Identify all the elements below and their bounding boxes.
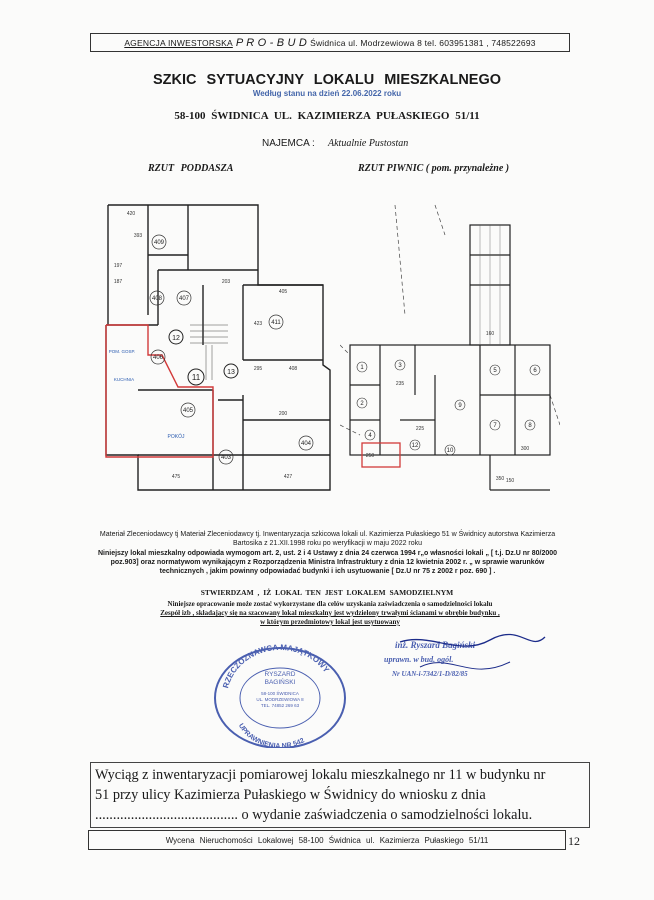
cellar-6: 6 xyxy=(533,368,537,374)
room-411: 411 xyxy=(271,320,281,326)
flat-number-12: 12 xyxy=(172,335,180,342)
tenant-value: Aktualnie Pustostan xyxy=(328,138,409,149)
svg-text:UPRAWNIENIA NR 542 xyxy=(237,722,306,748)
document-title: SZKIC SYTUACYJNY LOKALU MIESZKALNEGO xyxy=(152,72,502,88)
extract-line-1: Wyciąg z inwentaryzacji pomiarowej lokalu mieszkalnego nr 11 w budynku nr xyxy=(95,767,546,783)
agency-header xyxy=(90,33,570,52)
label-kuchnia: KUCHNIA xyxy=(113,377,135,382)
cellar-4: 4 xyxy=(368,433,372,439)
agency-brand: P R O - B U D xyxy=(235,36,308,49)
dim-187: 187 xyxy=(113,279,123,285)
cellar-10: 10 xyxy=(446,448,454,454)
dim-160: 160 xyxy=(485,331,495,337)
compliance-note: Niniejszy lokal mieszkalny odpowiada wymogom art. 2, ust. 2 i 4 Ustawy z dnia 24 czerwca 1994 r„o własności lokali „ [ t.j. Dz.U nr 80/2000 poz.903] oraz normatywom wynikającym z Rozporządzenia Ministra Infrastruktury z dnia 12 kwietnia 2002 r. „ w sprawie warunków technicznych , jakim powinny odpowiadać budynki i ich usytuowanie [ Dz.U nr 75 z 2002 r poz. 690 ] . xyxy=(97,550,558,575)
plan-left-title: RZUT PODDASZA xyxy=(148,163,234,174)
flat-number-13: 13 xyxy=(227,369,235,376)
stamp-bottom-text: UPRAWNIENIA NR 542 xyxy=(236,722,306,748)
dim-150: 150 xyxy=(505,478,515,484)
dim-203: 203 xyxy=(221,279,231,285)
purpose-line-2: Zespół izb , składający się na szacowany lokal mieszkalny jest wydzielony trwałymi ścianami w obrębie budynku , xyxy=(160,609,500,617)
stamp-line-2: UL. MODRZEWIOWA 8 xyxy=(256,697,304,702)
source-note: Materiał Zleceniodawcy tj Materiał Zleceniodawcy tj. Inwentaryzacja szkicowa lokali ul. Kazimierza Pułaskiego 51 w Świdnicy autorstwa Kazimierza Bartosika z 21.XII.1998 roku po weryfikacji w maju 2022 roku xyxy=(99,531,556,547)
plan-right-title: RZUT PIWNIC ( pom. przynależne ) xyxy=(358,163,510,174)
property-address: 58-100 ŚWIDNICA UL. KAZIMIERZA PUŁASKIEGO 51/11 xyxy=(174,110,480,122)
dim-405: 405 xyxy=(278,289,288,295)
purpose-note xyxy=(70,600,590,627)
dim-225: 225 xyxy=(415,426,425,432)
dim-427: 427 xyxy=(283,474,293,480)
extract-line-2: 51 przy ulicy Kazimierza Pułaskiego w Świdnicy do wniosku z dnia xyxy=(95,787,486,803)
cellar-9: 9 xyxy=(458,403,462,409)
statement: STWIERDZAM , IŻ LOKAL TEN JEST LOKALEM SAMODZIELNYM xyxy=(200,588,454,597)
signature-licence: Nr UAN-i-7342/1-D/82/85 xyxy=(392,670,468,678)
room-406: 406 xyxy=(152,355,164,361)
stamp-line-1: 58-100 ŚWIDNICA xyxy=(261,691,299,696)
footer: Wycena Nieruchomości Lokalowej 58-100 Świdnica ul. Kazimierza Pułaskiego 51/11 xyxy=(88,830,566,850)
signature-name: inż. Ryszard Bagiński xyxy=(395,640,476,650)
label-pokoj: POKÓJ xyxy=(167,434,185,440)
room-408: 408 xyxy=(151,296,163,302)
dim-475: 475 xyxy=(171,474,181,480)
document-subtitle: Według stanu na dzień 22.06.2022 roku xyxy=(252,89,402,98)
dim-300: 300 xyxy=(520,446,530,452)
extract-box xyxy=(90,762,590,828)
cellar-7: 7 xyxy=(493,423,497,429)
stamp-outer-text: RZECZOZNAWCA MAJĄTKOWY xyxy=(221,642,331,690)
cellar-8: 8 xyxy=(528,423,532,429)
stamp-name-2: BAGIŃSKI xyxy=(264,679,296,686)
attic-floor-plan xyxy=(98,195,338,505)
stamp-line-3: TEL. 74852 269 63 xyxy=(260,703,300,708)
room-409: 409 xyxy=(153,240,165,246)
room-404: 404 xyxy=(300,441,312,447)
agency-contact: Świdnica ul. Modrzewiowa 8 tel. 603951381 , 748522693 xyxy=(310,37,536,48)
dim-235: 235 xyxy=(395,381,405,387)
flat-number-11: 11 xyxy=(191,373,201,382)
dim-200: 200 xyxy=(278,411,288,417)
cellar-5: 5 xyxy=(493,368,497,374)
extract-line-3: ........................................ o wydanie zaświadczenia o samodzielności lokalu. xyxy=(95,807,533,823)
cellar-1: 1 xyxy=(360,365,364,371)
dim-350: 350 xyxy=(495,476,505,482)
dim-295: 295 xyxy=(253,366,263,372)
cellar-12: 12 xyxy=(411,443,419,449)
purpose-line-1: Niniejsze opracowanie może zostać wykorzystane dla celów uzyskania zaświadczenia o samodzielności lokalu xyxy=(167,600,493,608)
cellar-3: 3 xyxy=(398,363,402,369)
cellar-2: 2 xyxy=(360,401,364,407)
room-403: 403 xyxy=(220,455,232,461)
stamp-name-1: RYSZARD xyxy=(264,671,296,678)
purpose-line-3: w którym przedmiotowy lokal jest usytuowany xyxy=(260,618,400,626)
dim-250: 250 xyxy=(365,453,375,459)
signature-block xyxy=(370,632,560,702)
dim-420: 420 xyxy=(126,211,136,217)
dim-423: 423 xyxy=(253,321,263,327)
dim-393: 393 xyxy=(133,233,143,239)
room-407: 407 xyxy=(178,296,190,302)
agency-name: AGENCJA INWESTORSKA xyxy=(124,37,233,48)
tenant-label: NAJEMCA : xyxy=(262,138,315,149)
signature-qualification: uprawn. w bud. ogól. xyxy=(384,655,454,664)
label-pom-gosp: POM. GOSP. xyxy=(108,349,136,354)
dim-197: 197 xyxy=(113,263,123,269)
basement-floor-plan xyxy=(340,195,560,505)
surveyor-stamp xyxy=(205,640,355,748)
page-number: 12 xyxy=(568,834,580,848)
room-405: 405 xyxy=(182,408,194,414)
dim-408: 408 xyxy=(288,366,298,372)
